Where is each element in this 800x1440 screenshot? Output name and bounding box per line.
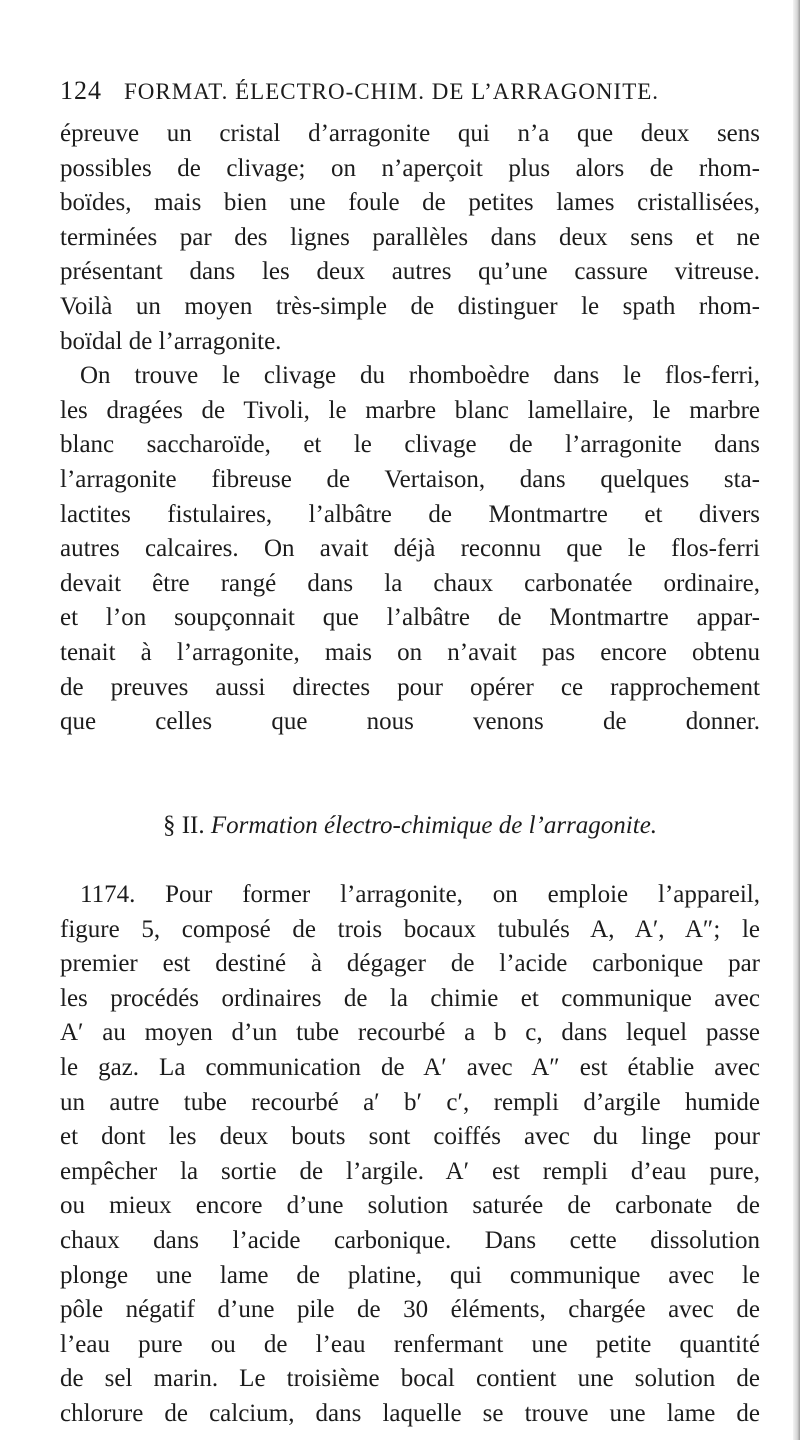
text-line: 1174. Pour former l’arragonite, on emploie l’appareil, [80,881,760,909]
text-line: le gaz. La communication de A′ avec A″ est établie avec [60,1054,760,1082]
page-body [60,117,760,1432]
text-line: autres calcaires. On avait déjà reconnu que le flos-ferri [60,535,760,563]
text-line: présentant dans les deux autres qu’une cassure vitreuse. [60,258,760,286]
text-line: chaux dans l’acide carbonique. Dans cette dissolution [60,1227,760,1254]
text-line: empêcher la sortie de l’argile. A′ est rempli d’eau pure, [60,1157,760,1185]
text-line: terminées par des lignes parallèles dans deux sens et ne [60,223,760,251]
text-line: boïdal de l’arragonite. [60,327,282,355]
section-heading [60,809,760,844]
text-line: plonge une lame de platine, qui communique avec le [60,1261,760,1289]
text-line: possibles de clivage; on n’aperçoit plus alors de rhom- [60,154,760,182]
text-line: pôle négatif d’une pile de 30 éléments, chargée avec de [60,1296,760,1324]
paragraph [60,117,760,359]
text-line: premier est destiné à dégager de l’acide carbonique par [60,950,760,978]
spacer [60,774,760,809]
text-line: boïdes, mais bien une foule de petites lames cristallisées, [60,189,760,217]
text-line: un autre tube recourbé a′ b′ c′, rempli d’argile humide [60,1088,760,1116]
text-line: A′ au moyen d’un tube recourbé a b c, dans lequel passe [60,1019,760,1047]
running-header [60,76,720,110]
text-line: ou mieux encore d’une solution saturée de carbonate de [60,1192,760,1220]
text-line: de sel marin. Le troisième bocal contient une solution de [60,1365,760,1393]
text-line: Voilà un moyen très-simple de distinguer le spath rhom- [60,292,760,320]
text-line: de preuves aussi directes pour opérer ce rapprochement [60,673,760,701]
paragraph [60,878,760,1432]
text-line: l’eau pure ou de l’eau renfermant une petite quantité [60,1330,760,1358]
text-line: lactites fistulaires, l’albâtre de Montmartre et divers [60,500,760,528]
text-line: et dont les deux bouts sont coiffés avec du linge pour [60,1123,760,1151]
text-line: les procédés ordinaires de la chimie et communique avec [60,984,760,1012]
section-title: Formation électro-chimique de l’arragonite. [210,811,658,839]
text-line [60,740,760,775]
page-edge-shadow [793,0,800,1440]
section-mark: § II. [162,811,205,839]
text-line: et l’on soupçonnait que l’albâtre de Montmartre appar- [60,604,760,632]
text-line: chlorure de calcium, dans laquelle se trouve une lame de [60,1399,760,1427]
paragraph [60,359,760,774]
text-line: figure 5, composé de trois bocaux tubulés A, A′, A″; le [60,915,760,943]
text-line: devait être rangé dans la chaux carbonatée ordinaire, [60,569,760,597]
text-line: tenait à l’arragonite, mais on n’avait pas encore obtenu [60,638,760,666]
text-line: que celles que nous venons de donner. [60,708,760,736]
text-line: blanc saccharoïde, et le clivage de l’arragonite dans [60,431,760,459]
running-title: FORMAT. ÉLECTRO-CHIM. DE L’ARRAGONITE. [124,79,660,104]
text-line: On trouve le clivage du rhomboèdre dans le flos-ferri, [80,362,760,390]
text-line: les dragées de Tivoli, le marbre blanc lamellaire, le marbre [60,396,760,424]
text-line: l’arragonite fibreuse de Vertaison, dans quelques sta- [60,465,760,493]
spacer [60,843,760,878]
page-number: 124 [60,76,102,105]
text-line: épreuve un cristal d’arragonite qui n’a que deux sens [60,120,760,147]
